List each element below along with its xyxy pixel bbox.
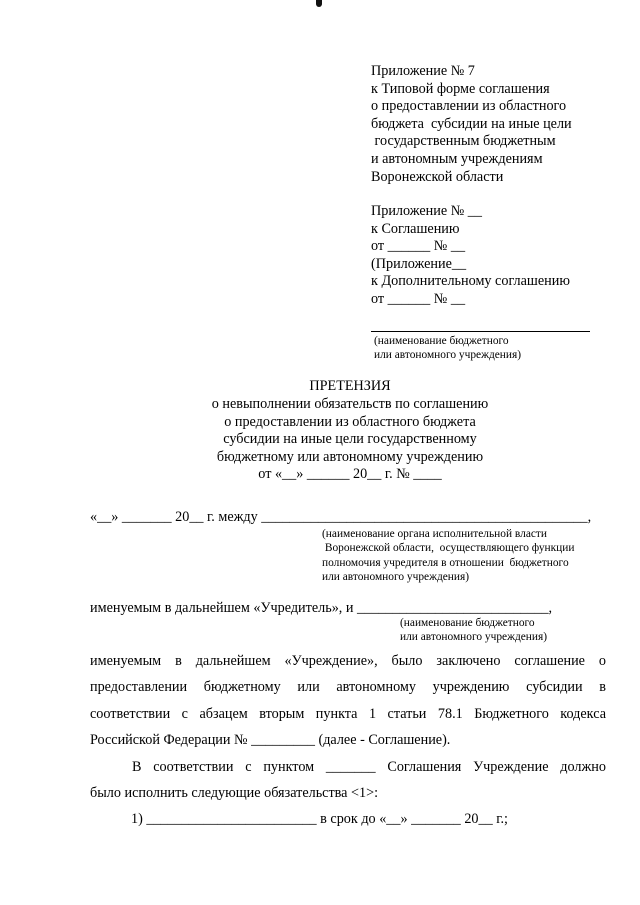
founder-line: именуемым в дальнейшем «Учредитель», и ___________________________, [90,600,553,616]
caption-line: (наименование бюджетного [374,335,509,347]
appendix-7-line: и автономным учреждениям [371,150,543,167]
appendix-blank-line: от ______ № __ [371,290,466,307]
appendix-blank-line: к Соглашению [371,220,460,237]
paragraph-line: предоставлении бюджетному или автономному учреждению субсидии в [90,679,606,695]
authority-caption [322,527,574,585]
caption-line: Воронежской области, осуществляющего функции [322,542,575,555]
paragraph-line: именуемым в дальнейшем «Учреждение», было заключено соглашение о [90,653,606,669]
subtitle-line: о предоставлении из областного бюджета [224,413,476,430]
caption-line: или автономного учреждения) [374,349,522,362]
paragraph-line: было исполнить следующие обязательства <1>: [90,785,379,801]
caption-line: или автономного учреждения) [400,631,548,644]
scan-mark [316,0,322,7]
appendix-7-line: бюджета субсидии на иные цели [371,115,572,132]
caption-line: (наименование бюджетного [400,617,535,629]
caption-line: (наименование органа исполнительной власти [322,528,548,540]
org-name-caption [374,334,521,363]
appendix-7-header [371,63,572,186]
obligation-item-1: 1) ________________________ в срок до «__» _______ 20__ г.; [131,811,508,827]
subtitle-line: субсидии на иные цели государственному [223,431,477,448]
claim-subtitle [140,396,560,484]
subtitle-line: от «__» ______ 20__ г. № ____ [258,466,442,483]
appendix-blank-line: от ______ № __ [371,238,466,255]
subtitle-line: бюджетному или автономному учреждению [216,448,484,465]
appendix-blank-line: к Дополнительному соглашению [371,273,570,290]
appendix-blank-header [371,203,570,309]
claim-heading: ПРЕТЕНЗИЯ [309,378,391,394]
caption-line: или автономного учреждения) [322,571,470,584]
appendix-blank-line: (Приложение__ [371,255,467,272]
appendix-7-line: о предоставлении из областного [371,98,567,115]
appendix-7-line: Приложение № 7 [371,63,475,79]
paragraph-line: соответствии с абзацем вторым пункта 1 статьи 78.1 Бюджетного кодекса [90,706,606,722]
appendix-7-line: Воронежской области [371,168,504,185]
institution-caption [400,616,547,645]
subtitle-line: о невыполнении обязательств по соглашению [211,396,489,412]
paragraph-line: Российской Федерации № _________ (далее - Соглашение). [90,732,451,748]
paragraph-line: В соответствии с пунктом _______ Соглашения Учреждение должно [132,759,606,775]
caption-line: полномочия учредителя в отношении бюджетного [322,556,569,569]
appendix-blank-line: Приложение № __ [371,203,482,219]
appendix-7-line: государственным бюджетным [371,133,556,150]
appendix-7-line: к Типовой форме соглашения [371,80,550,97]
between-line: «__» _______ 20__ г. между ______________________________________________, [90,509,592,525]
org-name-rule [371,331,590,332]
